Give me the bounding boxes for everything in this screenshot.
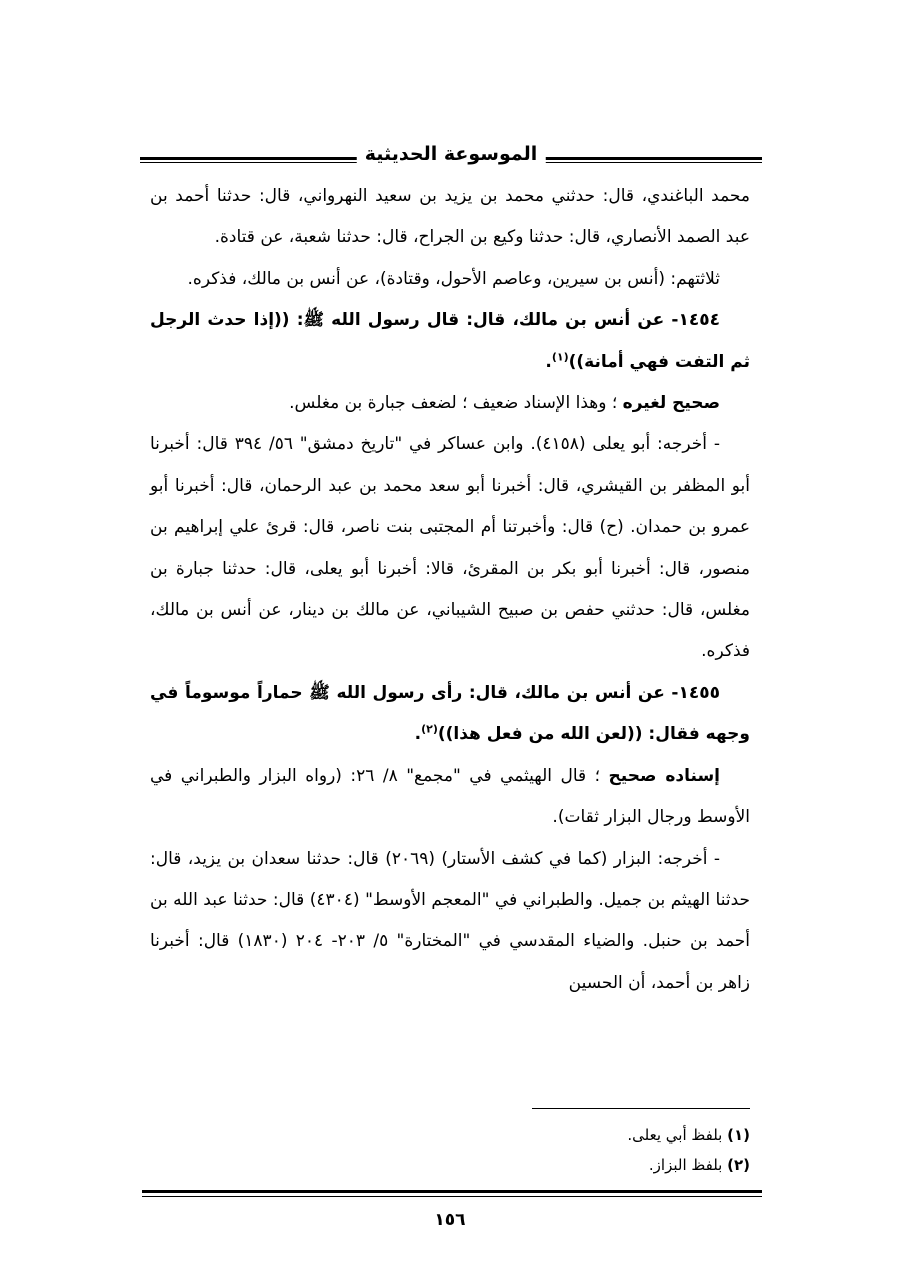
paragraph-chain-end: محمد الباغندي، قال: حدثني محمد بن يزيد بن سعيد النهرواني، قال: حدثنا أحمد بن عبد الصمد الأنصاري، قال: حدثنا وكيع بن الجراح، قال: حدثنا شعبة، عن قتادة. bbox=[150, 186, 750, 248]
footnote-separator bbox=[532, 1108, 750, 1109]
hadith-1454 bbox=[150, 300, 750, 383]
hadith-1454-end: . bbox=[545, 351, 552, 372]
footnote-2-text: بلفظ البزاز. bbox=[648, 1156, 728, 1174]
footnote-2 bbox=[150, 1150, 750, 1180]
header-title: الموسوعة الحديثية bbox=[357, 140, 546, 168]
footnote-ref-2: (٢) bbox=[421, 722, 438, 736]
footnote-ref-1: (١) bbox=[551, 349, 569, 363]
footer-rule-thick bbox=[142, 1190, 762, 1193]
footnote-1 bbox=[150, 1120, 750, 1150]
grading-1455-text: ؛ قال الهيثمي في "مجمع" ٨/ ٢٦: (رواه البزار والطبراني في الأوسط ورجال البزار ثقات). bbox=[150, 765, 750, 828]
grading-1454-text: ؛ وهذا الإسناد ضعيف ؛ لضعف جبارة بن مغلس. bbox=[289, 393, 623, 414]
page-number: ١٥٦ bbox=[434, 1210, 466, 1230]
grading-1455 bbox=[150, 756, 750, 839]
footnote-1-text: بلفظ أبي يعلى. bbox=[627, 1126, 728, 1144]
hadith-1455 bbox=[150, 673, 750, 756]
grading-1455-label: إسناده صحيح bbox=[608, 765, 720, 786]
footnote-1-number: (١) bbox=[727, 1126, 750, 1144]
footnote-2-number: (٢) bbox=[727, 1156, 750, 1174]
footer-rule-thin bbox=[142, 1196, 762, 1197]
grading-1454-label: صحيح لغيره bbox=[622, 393, 720, 414]
paragraph-summary: ثلاثتهم: (أنس بن سيرين، وعاصم الأحول، وقتادة)، عن أنس بن مالك، فذكره. bbox=[187, 268, 720, 289]
main-text bbox=[150, 176, 750, 1004]
running-header bbox=[140, 140, 762, 170]
footnotes bbox=[150, 1120, 750, 1180]
hadith-1455-text: ١٤٥٥- عن أنس بن مالك، قال: رأى رسول الله ﷺ حماراً موسوماً في وجهه فقال: ((لعن الله من فعل هذا)) bbox=[150, 682, 750, 745]
hadith-1455-end: . bbox=[414, 724, 422, 745]
grading-1454 bbox=[150, 383, 750, 424]
takhrij-1454: - أخرجه: أبو يعلى (٤١٥٨). وابن عساكر في "تاريخ دمشق" ٥٦/ ٣٩٤ قال: أخبرنا أبو المظفر بن القيشري، قال: أخبرنا أبو سعد محمد بن عبد الرحمان، قال: أخبرنا أبو عمرو بن حمدان. (ح) قال: وأخبرتنا أم المجتبى بنت ناصر، قال: قرئ علي إبراهيم بن منصور، قال: أخبرنا أبو بكر بن المقرئ، قالا: أخبرنا أبو يعلى، قال: حدثنا جبارة بن مغلس، قال: حدثني حفص بن صبيح الشيباني، عن مالك بن دينار، عن أنس بن مالك، فذكره. bbox=[150, 434, 750, 662]
hadith-1454-text: ١٤٥٤- عن أنس بن مالك، قال: قال رسول الله ﷺ: ((إذا حدث الرجل ثم التفت فهي أمانة)) bbox=[150, 310, 750, 372]
takhrij-1455: - أخرجه: البزار (كما في كشف الأستار) (٢٠٦٩) قال: حدثنا سعدان بن يزيد، قال: حدثنا الهيثم بن جميل. والطبراني في "المعجم الأوسط" (٤٣٠٤) قال: حدثنا عبد الله بن أحمد بن حنبل. والضياء المقدسي في "المختارة" ٥/ ٢٠٣- ٢٠٤ (١٨٣٠) قال: أخبرنا زاهر بن أحمد، أن الحسين bbox=[150, 848, 750, 993]
